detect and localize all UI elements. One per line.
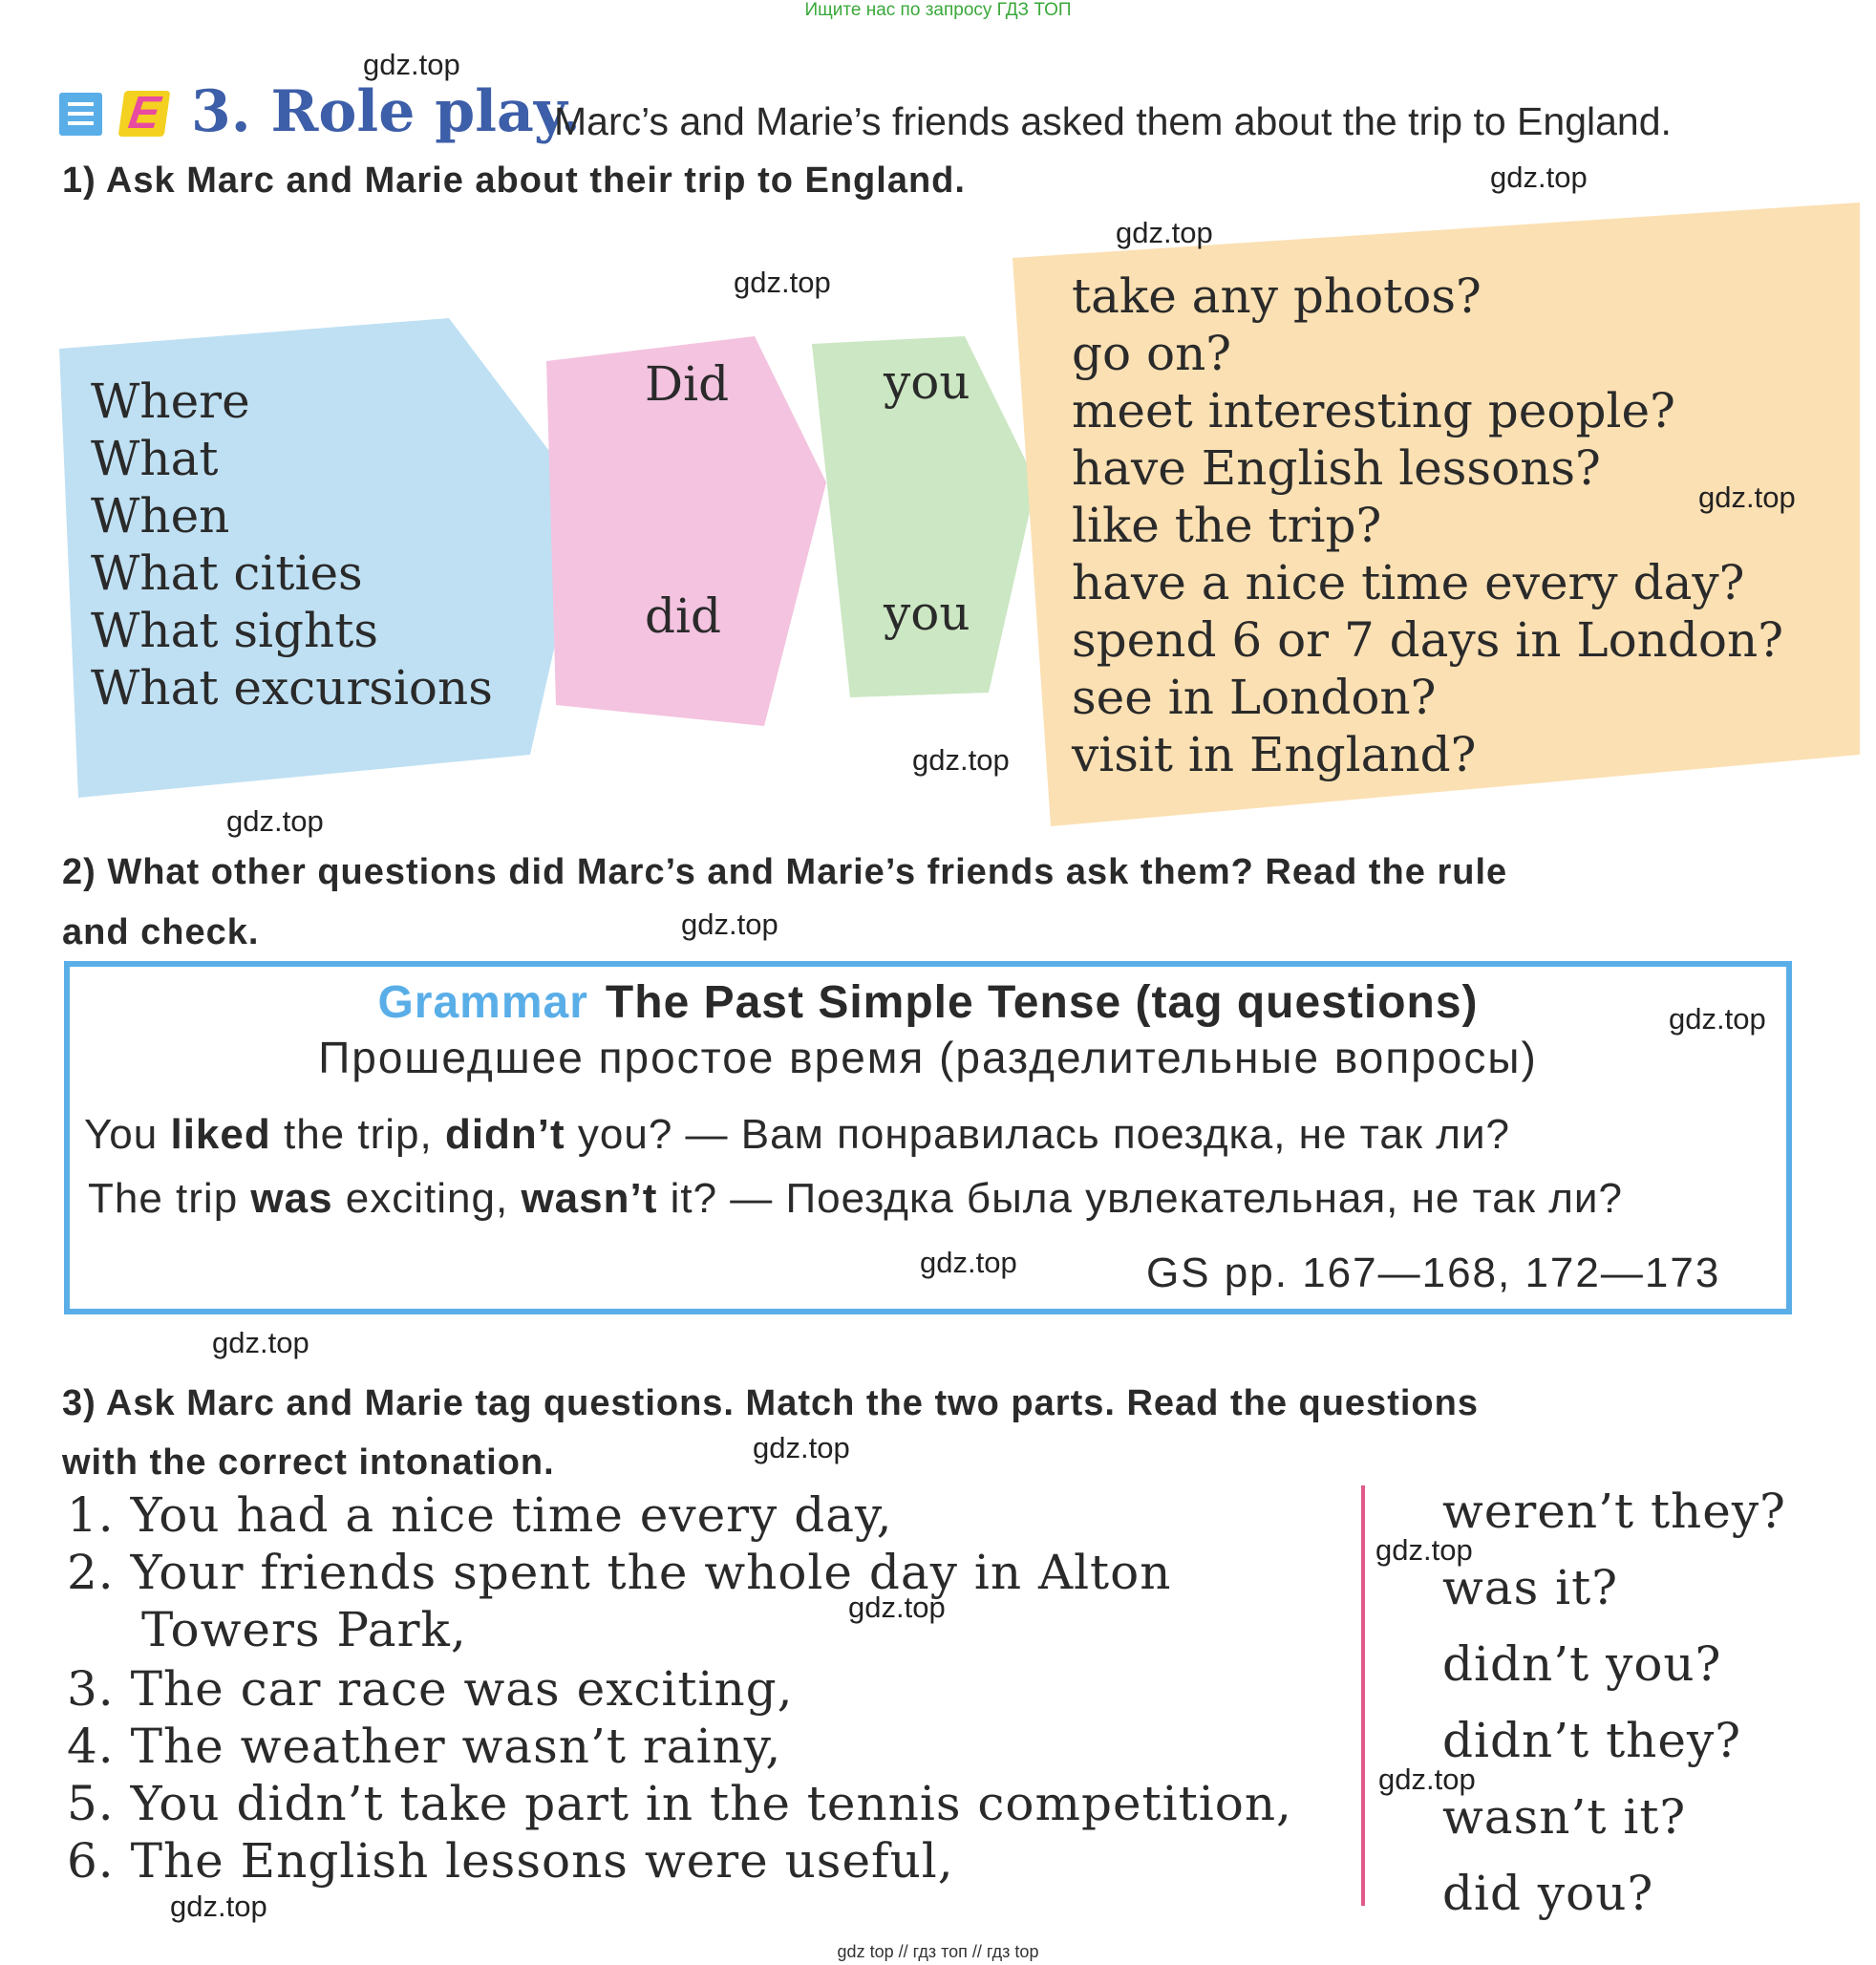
grammar-heading	[64, 976, 1792, 1029]
ending: take any photos?	[1072, 268, 1482, 324]
watermark: gdz.top	[848, 1591, 946, 1624]
grammar-label: Grammar	[377, 977, 588, 1028]
match-left-item: 4. The weather wasn’t rainy,	[67, 1719, 782, 1774]
match-right-item: didn’t you?	[1442, 1636, 1722, 1692]
match-left-item: 5. You didn’t take part in the tennis competition,	[67, 1776, 1292, 1831]
ending: go on?	[1072, 326, 1232, 381]
ending: visit in England?	[1072, 727, 1477, 782]
match-divider	[1361, 1485, 1365, 1906]
grammar-example-2: The trip was exciting, wasn’t it? — Поездка была увлекательная, не так ли?	[88, 1175, 1623, 1222]
question-word: What excursions	[91, 660, 493, 716]
match-right-item: didn’t they?	[1442, 1713, 1742, 1768]
match-right-item: weren’t they?	[1442, 1484, 1786, 1539]
watermark: gdz.top	[1378, 1762, 1476, 1796]
question-word: What	[91, 431, 219, 486]
grammar-title-ru: Прошедшее простое время (разделительные вопросы)	[318, 1033, 1538, 1082]
ending: meet interesting people?	[1072, 383, 1675, 438]
watermark: gdz.top	[1698, 481, 1796, 514]
watermark: gdz.top	[734, 266, 831, 299]
watermark: gdz.top	[681, 908, 778, 941]
watermark: gdz.top	[212, 1326, 309, 1359]
match-left-item: 3. The car race was exciting,	[67, 1661, 794, 1717]
watermark: gdz.top	[1116, 216, 1213, 249]
match-left-item: 2. Your friends spent the whole day in Alton	[67, 1545, 1172, 1600]
task-3-line-1: 3) Ask Marc and Marie tag questions. Match the two parts. Read the questions	[62, 1383, 1479, 1423]
task-3-line-2: with the correct intonation.	[62, 1442, 555, 1483]
match-right-item: did you?	[1442, 1866, 1654, 1921]
question-word: What cities	[91, 545, 363, 601]
match-left-item: 6. The English lessons were useful,	[67, 1833, 954, 1889]
aux-word: Did	[645, 356, 730, 412]
watermark: gdz.top	[912, 743, 1010, 777]
question-word: What sights	[91, 603, 379, 658]
watermark: gdz.top	[170, 1890, 267, 1923]
ending: have a nice time every day?	[1072, 555, 1745, 610]
grammar-example-1: You liked the trip, didn’t you? — Вам понравилась поездка, не так ли?	[84, 1111, 1510, 1158]
ending: have English lessons?	[1072, 440, 1601, 496]
watermark: gdz.top	[920, 1246, 1017, 1279]
watermark: gdz.top	[1375, 1533, 1473, 1567]
watermark: gdz.top	[1490, 160, 1588, 194]
match-left-item: Towers Park,	[141, 1602, 467, 1657]
task-1: 1) Ask Marc and Marie about their trip to England.	[62, 160, 966, 201]
pronoun-word: you	[884, 586, 970, 641]
task-2-line-2: and check.	[62, 912, 260, 952]
ending: spend 6 or 7 days in London?	[1072, 612, 1783, 668]
bottom-banner: gdz top // гдз топ // гдз top	[837, 1942, 1039, 1961]
watermark: gdz.top	[753, 1431, 850, 1464]
match-right-item: wasn’t it?	[1442, 1789, 1687, 1845]
exercise-subtitle: Marc’s and Marie’s friends asked them about the trip to England.	[554, 99, 1672, 143]
top-banner: Ищите нас по запросу ГДЗ ТОП	[804, 0, 1072, 20]
exercise-title: 3. Role play.	[191, 78, 581, 145]
watermark: gdz.top	[363, 48, 460, 81]
pronoun-word: you	[884, 354, 970, 410]
question-word: Where	[91, 374, 250, 429]
aux-word: did	[645, 588, 722, 644]
match-right-item: was it?	[1442, 1560, 1619, 1615]
task-2-line-1: 2) What other questions did Marc’s and Marie’s friends ask them? Read the rule	[62, 852, 1508, 892]
ending: see in London?	[1072, 670, 1437, 725]
match-left-item: 1. You had a nice time every day,	[67, 1487, 893, 1543]
grammar-title: The Past Simple Tense (tag questions)	[605, 977, 1479, 1028]
question-word: When	[91, 488, 230, 544]
watermark: gdz.top	[226, 804, 324, 838]
watermark: gdz.top	[1669, 1002, 1766, 1036]
e-icon: E	[118, 91, 171, 137]
ending: like the trip?	[1072, 498, 1382, 553]
grammar-reference: GS pp. 167—168, 172—173	[1146, 1249, 1721, 1296]
list-icon	[59, 93, 102, 136]
